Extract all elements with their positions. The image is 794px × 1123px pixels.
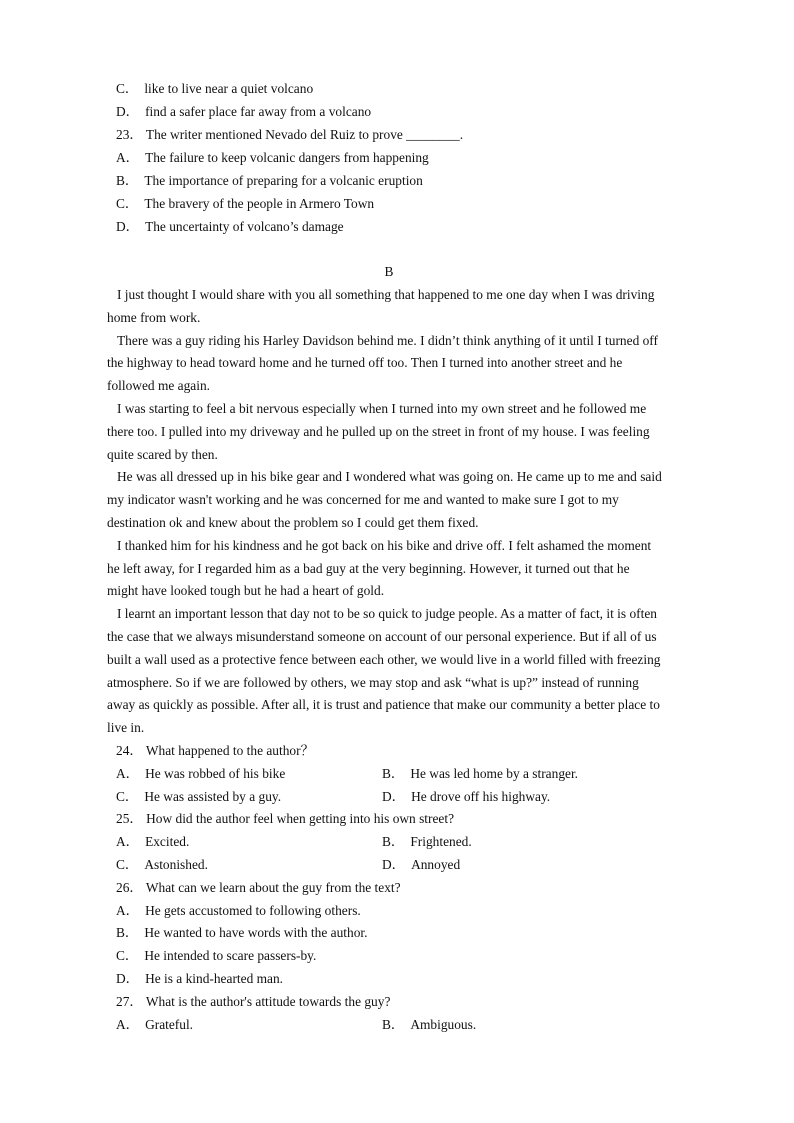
q26-option-c [116,948,316,964]
option-label: C． [116,789,139,804]
passage-line: There was a guy riding his Harley Davidson behind me. I didn’t think anything of it until I turned off [117,333,658,348]
option-label: D． [382,789,406,804]
q27-option-b [382,1017,476,1033]
option-label: A． [116,766,140,781]
q24-option-d [382,789,550,805]
q24-option-c [116,789,281,805]
option-text: He was robbed of his bike [145,766,286,781]
passage-line: quite scared by then. [107,447,218,462]
q24-option-b [382,766,578,782]
passage-line: he left away, for I regarded him as a bad guy at the very beginning. However, it turned out that he [107,561,630,576]
option-label: D． [116,219,140,234]
option-label: B． [116,925,139,940]
passage-line: home from work. [107,310,201,325]
passage-line: He was all dressed up in his bike gear and I wondered what was going on. He came up to me and said [117,469,662,484]
q22-option-d [116,104,371,120]
passage-line: live in. [107,720,145,735]
q23-stem: 23． The writer mentioned Nevado del Ruiz to prove ________. [116,127,464,142]
q24-stem: 24． What happened to the author？ [116,743,314,758]
option-text: He is a kind-hearted man. [145,971,284,986]
passage-line: there too. I pulled into my driveway and he pulled up on the street in front of my house. I was feeling [107,424,650,439]
q25-stem: 25． How did the author feel when getting into his own street? [116,811,455,826]
passage-line: followed me again. [107,378,210,393]
q26-option-b [116,925,367,941]
q26-option-a [116,903,361,919]
passage-line: my indicator wasn't working and he was concerned for me and wanted to make sure I got to my [107,492,619,507]
q23-option-d [116,219,344,235]
option-label: D． [116,104,140,119]
passage-line: away as quickly as possible. After all, it is trust and patience that make our community a better place to [107,697,660,712]
q25-option-c [116,857,208,873]
option-label: D． [382,857,406,872]
q23-option-b [116,173,423,189]
q25-option-b [382,834,472,850]
option-text: He was assisted by a guy. [144,789,282,804]
q25-option-d [382,857,460,873]
q27-stem: 27． What is the author's attitude towards the guy? [116,994,391,1009]
q23-option-a [116,150,429,166]
option-text: He wanted to have words with the author. [144,925,368,940]
option-text: Astonished. [144,857,208,872]
option-label: A． [116,150,140,165]
option-text: The failure to keep volcanic dangers from happening [145,150,429,165]
option-text: Ambiguous. [410,1017,477,1032]
option-label: A． [116,903,140,918]
passage-line: destination ok and knew about the problem so I could get them fixed. [107,515,479,530]
q23-option-c [116,196,374,212]
q24-option-a [116,766,285,782]
q26-option-d [116,971,283,987]
option-label: C． [116,81,139,96]
passage-line: the case that we always misunderstand someone on account of our personal experience. But if all of us [107,629,657,644]
passage-line: atmosphere. So if we are followed by others, we may stop and ask “what is up?” instead of running [107,675,639,690]
option-label: C． [116,857,139,872]
option-text: like to live near a quiet volcano [144,81,314,96]
passage-line: the highway to head toward home and he turned off too. Then I turned into another street and he [107,355,623,370]
option-text: The importance of preparing for a volcanic eruption [144,173,423,188]
option-text: Frightened. [410,834,472,849]
q25-option-a [116,834,189,850]
passage-line: built a wall used as a protective fence between each other, we would live in a world filled with freezing [107,652,661,667]
section-heading: B [384,264,394,279]
option-label: D． [116,971,140,986]
passage-line: might have looked tough but he had a heart of gold. [107,583,385,598]
passage-line: I was starting to feel a bit nervous especially when I turned into my own street and he followed me [117,401,647,416]
q26-stem: 26． What can we learn about the guy from the text? [116,880,401,895]
option-label: A． [116,1017,140,1032]
q22-option-c [116,81,313,97]
passage-line: I just thought I would share with you all something that happened to me one day when I was driving [117,287,655,302]
option-text: He drove off his highway. [411,789,551,804]
option-text: He gets accustomed to following others. [145,903,361,918]
option-text: Excited. [145,834,190,849]
option-text: He intended to scare passers-by. [144,948,317,963]
q27-option-a [116,1017,193,1033]
option-label: B． [382,766,405,781]
option-text: The uncertainty of volcano’s damage [145,219,344,234]
option-label: B． [116,173,139,188]
option-label: C． [116,948,139,963]
option-text: The bravery of the people in Armero Town [144,196,375,211]
passage-line: I learnt an important lesson that day not to be so quick to judge people. As a matter of fact, it is often [117,606,657,621]
option-label: C． [116,196,139,211]
option-text: Grateful. [145,1017,194,1032]
option-label: B． [382,1017,405,1032]
option-text: Annoyed [411,857,461,872]
option-label: A． [116,834,140,849]
passage-line: I thanked him for his kindness and he got back on his bike and drive off. I felt ashamed the moment [117,538,652,553]
option-label: B． [382,834,405,849]
option-text: He was led home by a stranger. [410,766,579,781]
option-text: find a safer place far away from a volcano [145,104,372,119]
